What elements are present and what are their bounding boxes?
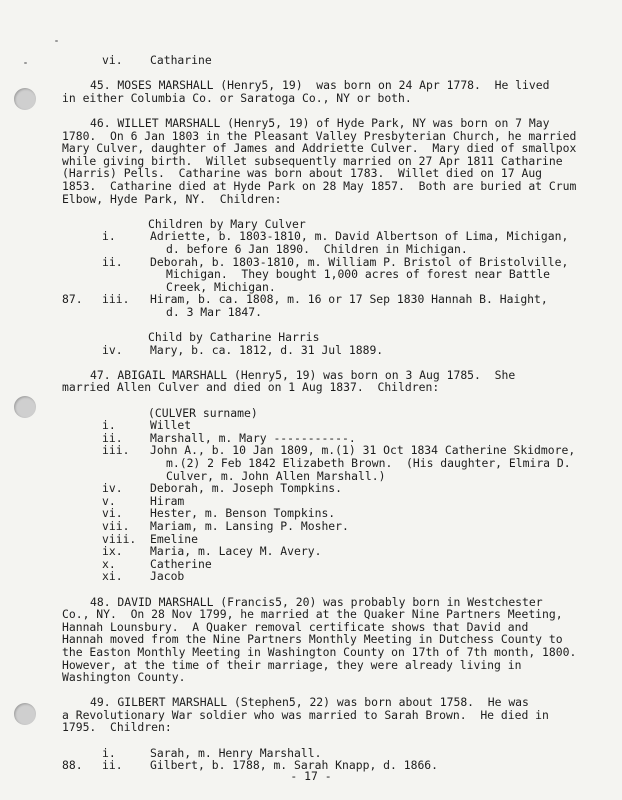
paragraph-start: 49. GILBERT MARSHALL (Stephen5, 22) was born about 1758. He was (90, 695, 529, 710)
blank-line (0, 583, 622, 596)
children-heading: Child by Catharine Harris (148, 330, 320, 345)
child-description: Sarah, m. Henry Marshall. (150, 745, 322, 760)
child-roman-numeral: vi. (102, 53, 123, 67)
scan-speck (55, 40, 58, 42)
genealogy-text (0, 54, 622, 772)
children-heading: Children by Mary Culver (148, 216, 306, 231)
child-roman-numeral: i. (102, 418, 116, 433)
child-roman-numeral: iv. (102, 481, 123, 496)
child-roman-numeral: i. (102, 745, 116, 760)
paragraph-start: 48. DAVID MARSHALL (Francis5, 20) was probably born in Westchester (90, 594, 543, 609)
child-description: Deborah, m. Joseph Tompkins. (150, 481, 343, 496)
child-entry (0, 545, 622, 558)
child-roman-numeral: vii. (102, 518, 130, 533)
child-roman-numeral: i. (102, 229, 116, 244)
child-roman-numeral: ii. (102, 254, 123, 269)
paragraph-line: Co., NY. On 28 Nov 1799, he married at the Quaker Nine Partners Meeting, (62, 607, 563, 622)
paragraph-line: Washington County. (62, 670, 186, 685)
page-number: - 17 - (290, 769, 332, 783)
child-roman-numeral: ii. (102, 430, 123, 445)
child-roman-numeral: ix. (102, 544, 123, 559)
paragraph-line: married Allen Culver and died on 1 Aug 1837. Children: (62, 380, 440, 395)
child-entry (0, 293, 622, 306)
child-entry-continuation: Michigan. They bought 1,000 acres of forest near Battle (166, 267, 551, 282)
paragraph-line: Hannah Lounsbury. A Quaker removal certificate shows that David and (62, 619, 529, 634)
child-roman-numeral: iii. (102, 443, 130, 458)
paragraph-line: a Revolutionary War soldier who was married to Sarah Brown. He died in (62, 707, 549, 722)
child-description: Catharine (150, 53, 212, 67)
child-roman-numeral: iv. (102, 342, 123, 357)
child-roman-numeral: viii. (102, 531, 137, 546)
paragraph-line: 1795. Children: (62, 720, 172, 735)
child-roman-numeral: ii. (102, 758, 123, 773)
child-entry-continuation: Creek, Michigan. (166, 279, 276, 294)
child-description: Hiram (150, 493, 185, 508)
child-description: Gilbert, b. 1788, m. Sarah Knapp, d. 1866. (150, 758, 439, 773)
child-description: Maria, m. Lacey M. Avery. (150, 544, 322, 559)
child-entry (0, 54, 622, 67)
blank-line (0, 394, 622, 407)
paragraph-start: 45. MOSES MARSHALL (Henry5, 19) was born on 24 Apr 1778. He lived (90, 78, 550, 93)
child-description: John A., b. 10 Jan 1809, m.(1) 31 Oct 1834 Catherine Skidmore, (150, 443, 576, 458)
child-roman-numeral: x. (102, 556, 116, 571)
paragraph-start: 46. WILLET MARSHALL (Henry5, 19) of Hyde Park, NY was born on 7 May (90, 115, 550, 130)
child-description: Mary, b. ca. 1812, d. 31 Jul 1889. (150, 342, 384, 357)
child-description: Catherine (150, 556, 212, 571)
paragraph-line: Mary Culver, daughter of James and Addriette Culver. Mary died of smallpox (62, 141, 577, 156)
child-description: Willet (150, 418, 192, 433)
child-description: Mariam, m. Lansing P. Mosher. (150, 518, 349, 533)
child-entry (0, 344, 622, 357)
paragraph-start: 47. ABIGAIL MARSHALL (Henry5, 19) was born on 3 Aug 1785. She (90, 367, 516, 382)
blank-line (0, 356, 622, 369)
child-entry (0, 570, 622, 583)
child-description: Deborah, b. 1803-1810, m. William P. Bristol of Bristolville, (150, 254, 569, 269)
paragraph-line: Hannah moved from the Nine Partners Monthly Meeting in Dutchess County to (62, 632, 563, 647)
child-roman-numeral: xi. (102, 569, 123, 584)
child-roman-numeral: v. (102, 493, 116, 508)
child-roman-numeral: vi. (102, 506, 123, 521)
paragraph-line: (Harris) Pells. Catharine was born about 1783. Willet died on 17 Aug (62, 166, 543, 181)
child-description: Adriette, b. 1803-1810, m. David Albertson of Lima, Michigan, (150, 229, 569, 244)
child-entry-continuation: d. before 6 Jan 1890. Children in Michigan. (166, 241, 468, 256)
child-entry-continuation: d. 3 Mar 1847. (166, 304, 263, 319)
paragraph-line: 1780. On 6 Jan 1803 in the Pleasant Valley Presbyterian Church, he married (62, 128, 577, 143)
child-entry (0, 482, 622, 495)
child-description: Marshall, m. Mary -----------. (150, 430, 356, 445)
child-entry-continuation: Culver, m. John Allen Marshall.) (166, 468, 386, 483)
paragraph-line: However, at the time of their marriage, they were already living in (62, 657, 522, 672)
paragraph-line: Elbow, Hyde Park, NY. Children: (62, 191, 282, 206)
generation-number: 87. (62, 292, 83, 307)
children-heading: (CULVER surname) (148, 405, 258, 420)
child-entry (0, 558, 622, 571)
paragraph-line: 1853. Catharine died at Hyde Park on 28 May 1857. Both are buried at Crum (62, 178, 577, 193)
generation-number: 88. (62, 758, 83, 773)
paragraph-line: while giving birth. Willet subsequently married on 27 Apr 1811 Catharine (62, 153, 563, 168)
child-roman-numeral: iii. (102, 292, 130, 307)
child-description: Jacob (150, 569, 185, 584)
child-entry (0, 520, 622, 533)
child-entry-continuation: m.(2) 2 Feb 1842 Elizabeth Brown. (His daughter, Elmira D. (166, 456, 571, 470)
child-description: Hester, m. Benson Tompkins. (150, 506, 336, 521)
paragraph-line: the Easton Monthly Meeting in Washington County on 17th of 7th month, 1800. (62, 644, 577, 659)
blank-line (0, 205, 622, 218)
paragraph-line: in either Columbia Co. or Saratoga Co., NY or both. (62, 90, 412, 105)
child-description: Hiram, b. ca. 1808, m. 16 or 17 Sep 1830 Hannah B. Haight, (150, 292, 548, 307)
child-description: Emeline (150, 531, 199, 546)
